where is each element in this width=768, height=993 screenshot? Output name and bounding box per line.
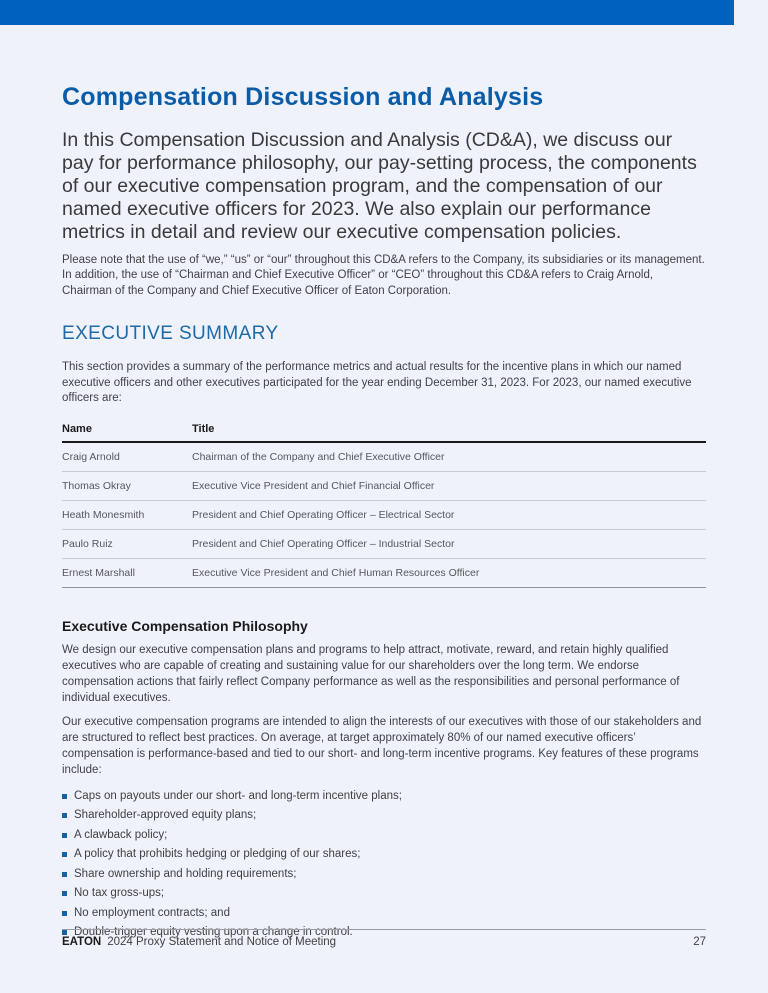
footer-document-title: 2024 Proxy Statement and Notice of Meeting (107, 936, 337, 948)
program-features-list (62, 790, 706, 940)
definitions-note: Please note that the use of “we,” “us” or “our” throughout this CD&A refers to the Company, its subsidiaries or its management. In addition, the use of “Chairman and Chief Executive Officer” or “CEO” throughout this CD&A refers to Craig Arnold, Chairman of the Company and Chief Executive Officer of Eaton Corporation. (62, 253, 705, 298)
bullet-square-icon (62, 833, 67, 838)
bullet-square-icon (62, 911, 67, 916)
officer-name: Thomas Okray (62, 472, 192, 501)
officer-title: Executive Vice President and Chief Financial Officer (192, 472, 706, 501)
footer-left (62, 936, 336, 948)
officer-title: Executive Vice President and Chief Human Resources Officer (192, 559, 706, 588)
bullet-square-icon (62, 872, 67, 877)
philosophy-heading: Executive Compensation Philosophy (62, 618, 308, 635)
list-item (62, 868, 706, 881)
list-item-text: A clawback policy; (74, 828, 168, 841)
bullet-square-icon (62, 794, 67, 799)
bullet-square-icon (62, 852, 67, 857)
page-footer (62, 929, 706, 948)
philosophy-paragraph-2: Our executive compensation programs are intended to align the interests of our executives with those of our stakeholders and are structured to reflect best practices. On average, at target approximately 80% of our named executive officers’ compensation is performance-based and tied to our short- and long-term incentive programs. Key features of these programs include: (62, 716, 702, 776)
officer-name: Paulo Ruiz (62, 530, 192, 559)
table-row (62, 472, 706, 501)
bullet-square-icon (62, 891, 67, 896)
executive-summary-intro: This section provides a summary of the performance metrics and actual results for the incentive plans in which our named executive officers and other executives participated for the year ending December 31, 2023. For 2023, our named executive officers are: (62, 360, 692, 405)
page-content (62, 25, 706, 946)
officer-name: Craig Arnold (62, 442, 192, 472)
page-number: 27 (693, 936, 706, 948)
table-row (62, 530, 706, 559)
list-item (62, 809, 706, 822)
list-item (62, 907, 706, 920)
list-item (62, 790, 706, 803)
named-executive-officers-table (62, 419, 706, 588)
list-item-text: Double-trigger equity vesting upon a change in control. (74, 926, 353, 939)
table-header-row (62, 419, 706, 442)
list-item-text: A policy that prohibits hedging or pledging of our shares; (74, 848, 361, 861)
executive-summary-heading: EXECUTIVE SUMMARY (62, 322, 279, 344)
intro-paragraph: In this Compensation Discussion and Analysis (CD&A), we discuss our pay for performance philosophy, our pay-setting process, the components of our executive compensation program, and the compensation of our named executive officers for 2023. We also explain our performance metrics in detail and review our executive compensation policies. (62, 128, 697, 243)
top-accent-bar (0, 0, 734, 25)
philosophy-paragraph-1: We design our executive compensation plans and programs to help attract, motivate, reward, and retain highly qualified executives who are capable of creating and sustaining value for our shareholders over the long term. We endorse compensation actions that fairly reflect Company performance as well as the responsibilities and personal performance of individual executives. (62, 644, 680, 704)
column-header-title: Title (192, 419, 706, 442)
officer-name: Heath Monesmith (62, 501, 192, 530)
officer-title: President and Chief Operating Officer – Industrial Sector (192, 530, 706, 559)
officer-name: Ernest Marshall (62, 559, 192, 588)
table-row (62, 501, 706, 530)
eaton-logo: EATON (62, 936, 102, 948)
list-item-text: Caps on payouts under our short- and long-term incentive plans; (74, 789, 402, 802)
column-header-name: Name (62, 419, 192, 442)
bullet-square-icon (62, 813, 67, 818)
page-title: Compensation Discussion and Analysis (62, 83, 544, 111)
list-item (62, 887, 706, 900)
list-item (62, 829, 706, 842)
list-item-text: Share ownership and holding requirements; (74, 867, 297, 880)
officer-title: Chairman of the Company and Chief Executive Officer (192, 442, 706, 472)
list-item-text: Shareholder-approved equity plans; (74, 809, 257, 822)
table-row (62, 442, 706, 472)
list-item-text: No tax gross-ups; (74, 887, 165, 900)
table-row (62, 559, 706, 588)
officer-title: President and Chief Operating Officer – Electrical Sector (192, 501, 706, 530)
list-item-text: No employment contracts; and (74, 906, 230, 919)
list-item (62, 848, 706, 861)
